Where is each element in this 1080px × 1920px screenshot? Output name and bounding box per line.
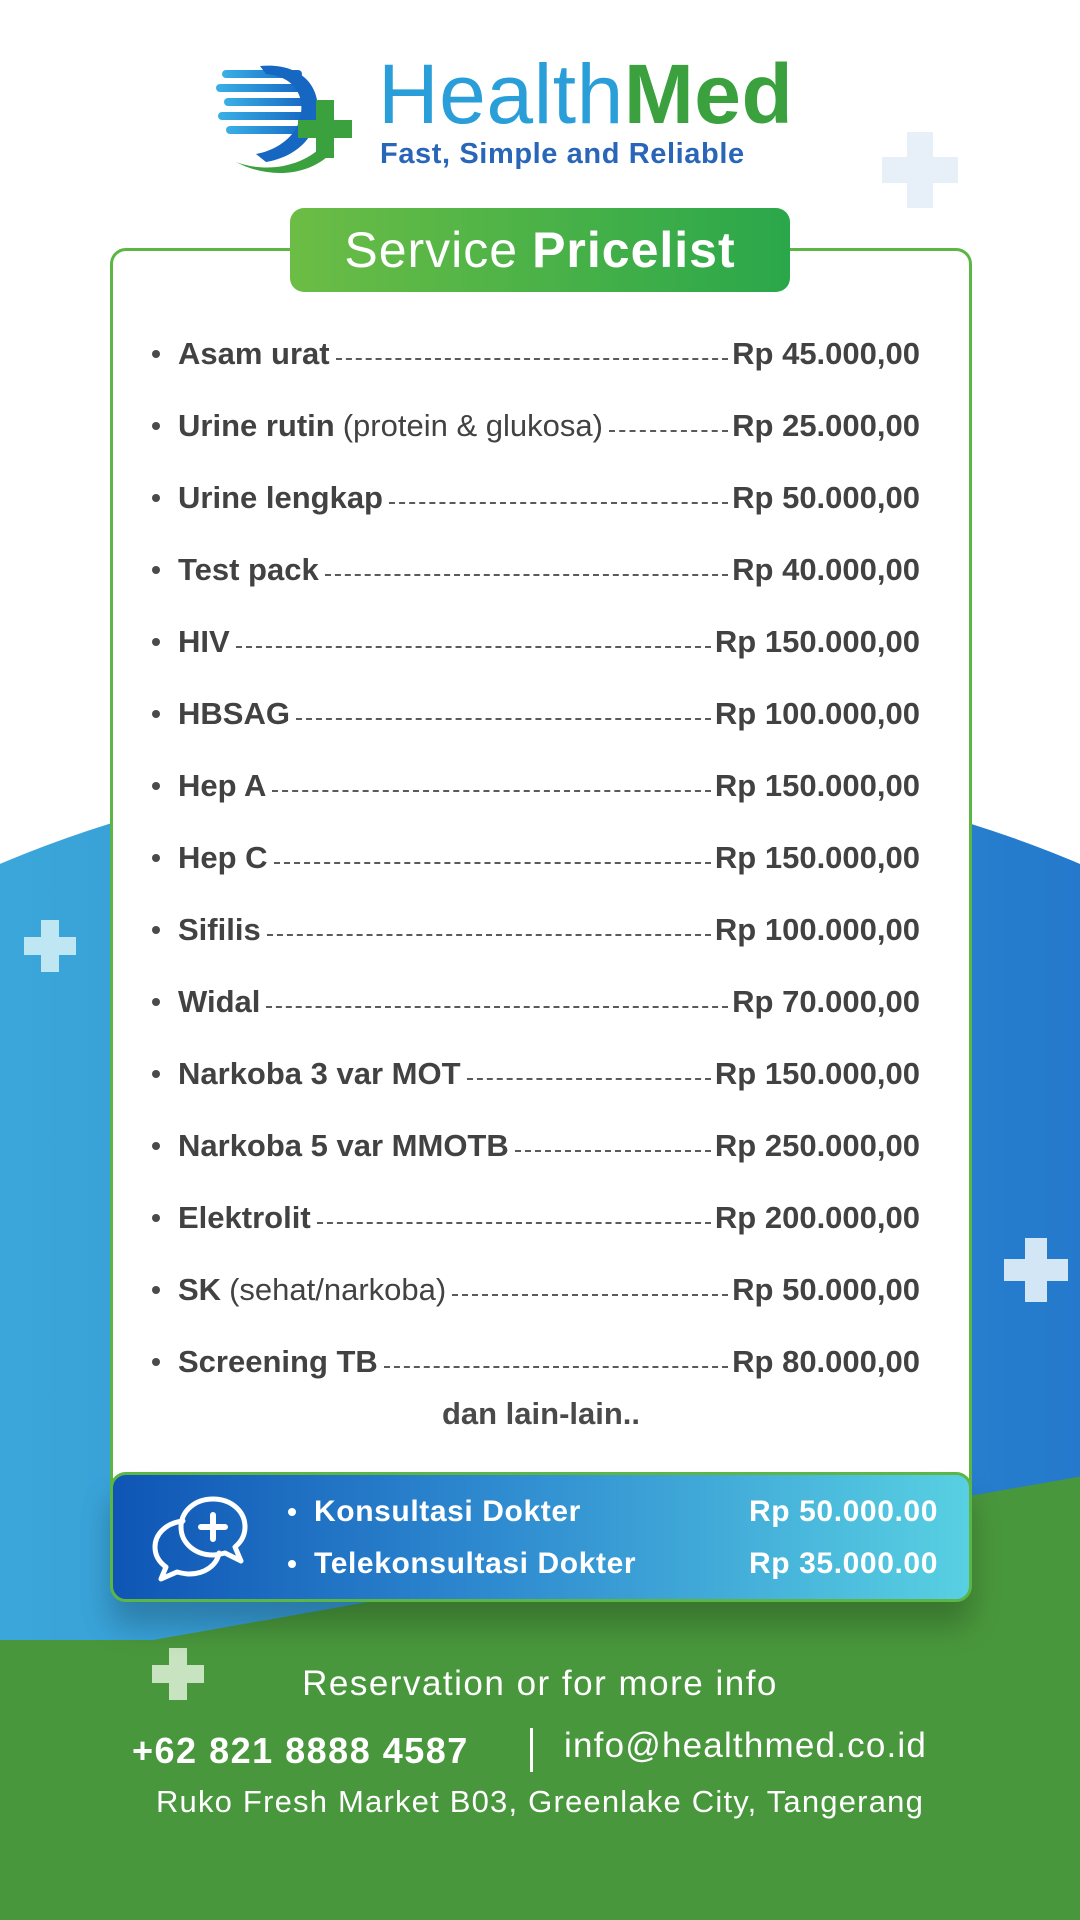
bullet xyxy=(152,926,160,934)
address: Ruko Fresh Market B03, Greenlake City, Tangerang xyxy=(155,1784,925,1819)
dotted-leader xyxy=(274,862,711,864)
price-item xyxy=(152,966,920,1038)
consult-item xyxy=(288,1495,938,1529)
bullet xyxy=(152,782,160,790)
plus-deco-icon xyxy=(22,918,78,974)
dotted-leader xyxy=(452,1294,728,1296)
price-list xyxy=(152,318,920,1398)
service-price: Rp 150.000,00 xyxy=(714,1056,920,1091)
service-name: SK xyxy=(178,1272,222,1307)
service-price: Rp 45.000,00 xyxy=(732,336,920,371)
dotted-leader xyxy=(267,934,711,936)
dotted-leader xyxy=(272,790,710,792)
price-item xyxy=(152,1254,920,1326)
service-name: Hep A xyxy=(178,768,267,803)
service-price: Rp 50.000,00 xyxy=(732,1272,920,1307)
dotted-leader xyxy=(515,1150,711,1152)
service-name: Test pack xyxy=(178,552,319,587)
price-item xyxy=(152,390,920,462)
medical-cross-speed-icon xyxy=(216,62,358,174)
price-item xyxy=(152,1182,920,1254)
bullet xyxy=(152,422,160,430)
service-price: Rp 150.000,00 xyxy=(714,768,920,803)
footer-divider xyxy=(530,1728,533,1772)
service-price: Rp 250.000,00 xyxy=(714,1128,920,1163)
service-price: Rp 50.000,00 xyxy=(732,480,920,515)
plus-deco-icon xyxy=(880,130,960,210)
dotted-leader xyxy=(266,1006,728,1008)
service-name: Asam urat xyxy=(178,336,330,371)
service-price: Rp 150.000,00 xyxy=(714,840,920,875)
service-name: Hep C xyxy=(178,840,268,875)
price-item xyxy=(152,534,920,606)
brand-name-part2: Med xyxy=(623,47,794,141)
dotted-leader xyxy=(236,646,711,648)
email-address[interactable]: info@healthmed.co.id xyxy=(564,1726,928,1765)
dotted-leader xyxy=(325,574,728,576)
service-name: Urine rutin xyxy=(178,408,335,443)
bullet xyxy=(152,494,160,502)
service-name: Widal xyxy=(178,984,261,1019)
consultation-banner xyxy=(110,1472,972,1602)
bullet xyxy=(152,1070,160,1078)
phone-number[interactable]: +62 821 8888 4587 xyxy=(132,1730,469,1771)
service-name: HBSAG xyxy=(178,696,290,731)
price-item xyxy=(152,1038,920,1110)
dotted-leader xyxy=(317,1222,711,1224)
service-price: Rp 200.000,00 xyxy=(714,1200,920,1235)
dotted-leader xyxy=(467,1078,711,1080)
service-name: Narkoba 5 var MMOTB xyxy=(178,1128,509,1163)
bullet xyxy=(152,854,160,862)
brand-tagline: Fast, Simple and Reliable xyxy=(380,138,745,170)
service-name: Narkoba 3 var MOT xyxy=(178,1056,461,1091)
brand-name-part1: Health xyxy=(378,47,624,141)
service-name: Elektrolit xyxy=(178,1200,311,1235)
service-note: (sehat/narkoba) xyxy=(229,1272,447,1307)
price-item xyxy=(152,822,920,894)
pricelist-title-light: Service xyxy=(344,222,519,278)
service-price: Rp 80.000,00 xyxy=(732,1344,920,1379)
price-item xyxy=(152,606,920,678)
consult-item xyxy=(288,1547,938,1581)
bullet xyxy=(152,998,160,1006)
price-item xyxy=(152,1110,920,1182)
bullet xyxy=(152,566,160,574)
dotted-leader xyxy=(296,718,711,720)
service-price: Rp 40.000,00 xyxy=(732,552,920,587)
bullet xyxy=(288,1508,296,1516)
service-price: Rp 100.000,00 xyxy=(714,912,920,947)
bullet xyxy=(288,1560,296,1568)
dotted-leader xyxy=(336,358,729,360)
pricelist-title xyxy=(290,208,790,292)
dotted-leader xyxy=(609,430,728,432)
consult-label: Telekonsultasi Dokter xyxy=(314,1547,637,1580)
price-item xyxy=(152,678,920,750)
brand-logo xyxy=(216,47,826,180)
pricelist-title-bold: Pricelist xyxy=(532,222,736,278)
more-services-text: dan lain-lain.. xyxy=(441,1396,641,1431)
service-name: Urine lengkap xyxy=(178,480,383,515)
bullet xyxy=(152,350,160,358)
price-item xyxy=(152,462,920,534)
consult-label: Konsultasi Dokter xyxy=(314,1495,581,1528)
chat-bubbles-plus-icon xyxy=(149,1495,249,1583)
price-item xyxy=(152,750,920,822)
dotted-leader xyxy=(389,502,728,504)
bullet xyxy=(152,1214,160,1222)
service-price: Rp 25.000,00 xyxy=(732,408,920,443)
footer-title: Reservation or for more info xyxy=(302,1664,778,1703)
plus-deco-icon xyxy=(1002,1236,1070,1304)
service-price: Rp 150.000,00 xyxy=(714,624,920,659)
bullet xyxy=(152,1286,160,1294)
service-note: (protein & glukosa) xyxy=(342,408,603,443)
bullet xyxy=(152,1358,160,1366)
dotted-leader xyxy=(384,1366,728,1368)
service-price: Rp 100.000,00 xyxy=(714,696,920,731)
price-item xyxy=(152,894,920,966)
price-item xyxy=(152,318,920,390)
consult-price: Rp 35.000.00 xyxy=(749,1547,938,1580)
service-price: Rp 70.000,00 xyxy=(732,984,920,1019)
service-name: HIV xyxy=(178,624,230,659)
consult-price: Rp 50.000.00 xyxy=(749,1495,938,1528)
service-name: Sifilis xyxy=(178,912,261,947)
brand-name xyxy=(378,47,794,141)
bullet xyxy=(152,1142,160,1150)
price-item xyxy=(152,1326,920,1398)
bullet xyxy=(152,638,160,646)
service-name: Screening TB xyxy=(178,1344,378,1379)
bullet xyxy=(152,710,160,718)
